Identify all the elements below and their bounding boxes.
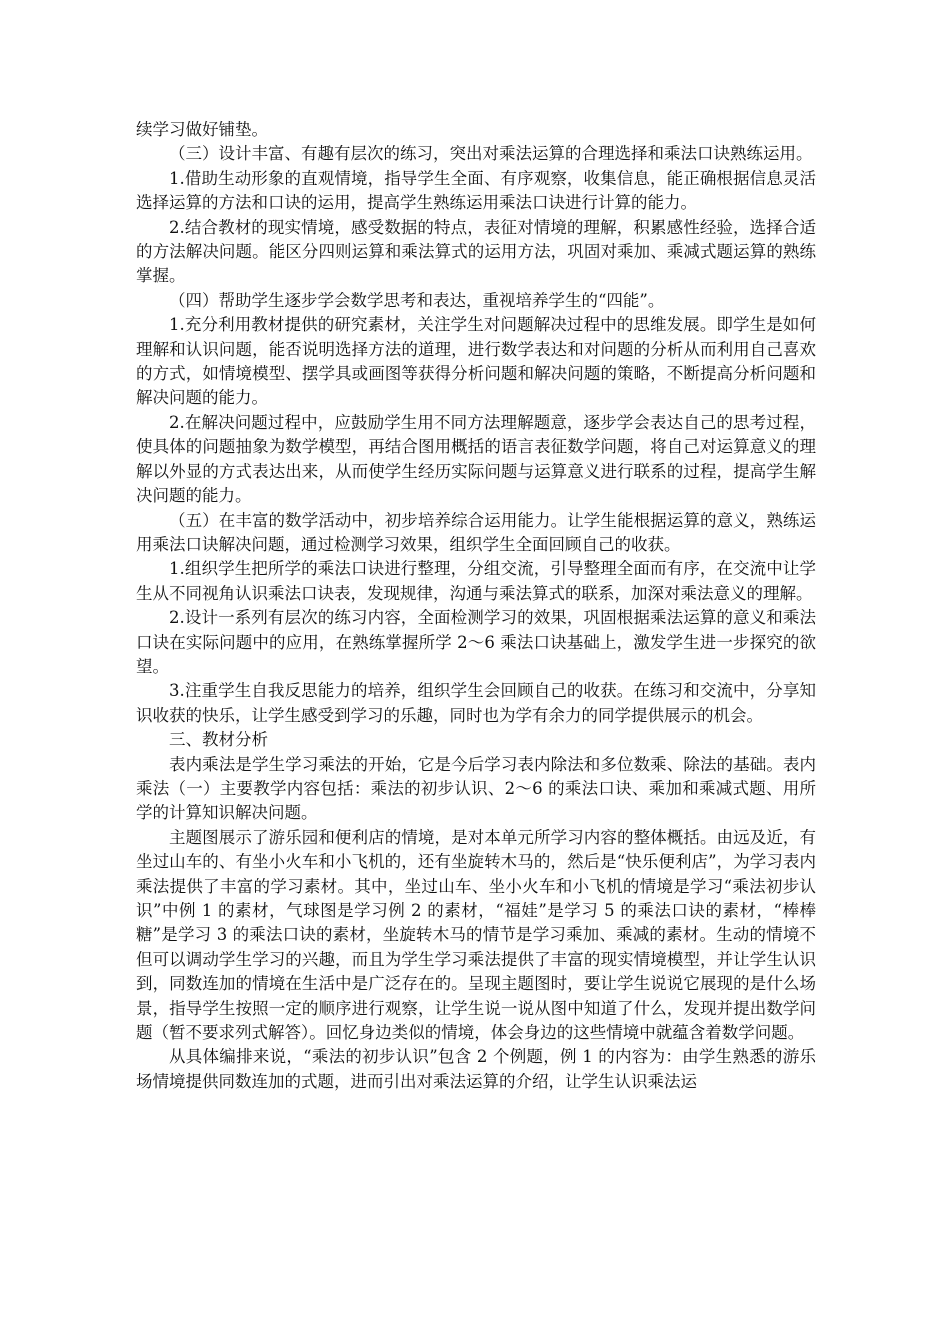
paragraph: 2.在解决问题过程中，应鼓励学生用不同方法理解题意，逐步学会表达自己的思考过程，使具体的问题抽象为数学模型，再结合图用概括的语言表征数学问题，将自己对运算意义的理解以外显的方式表达出来，从而使学生经历实际问题与运算意义进行联系的过程，提高学生解决问题的能力。 bbox=[136, 412, 816, 506]
section-heading: （三）设计丰富、有趣有层次的练习，突出对乘法运算的合理选择和乘法口诀熟练运用。 bbox=[169, 144, 813, 164]
section-heading: 三、教材分析 bbox=[169, 730, 268, 750]
paragraph: 3.注重学生自我反思能力的培养，组织学生会回顾自己的收获。在练习和交流中，分享知识收获的快乐，让学生感受到学习的乐趣，同时也为学有余力的同学提供展示的机会。 bbox=[136, 681, 816, 725]
paragraph: 1.充分利用教材提供的研究素材，关注学生对问题解决过程中的思维发展。即学生是如何理解和认识问题，能否说明选择方法的道理，进行数学表达和对问题的分析从而利用自己喜欢的方式，如情境模型、摆学具或画图等获得分析问题和解决问题的策略，不断提高分析问题和解决问题的能力。 bbox=[136, 315, 816, 408]
section-heading: （五）在丰富的数学活动中，初步培养综合运用能力。让学生能根据运算的意义，熟练运用乘法口诀解决问题，通过检测学习效果，组织学生全面回顾自己的收获。 bbox=[136, 510, 816, 554]
paragraph: 表内乘法是学生学习乘法的开始，它是今后学习表内除法和多位数乘、除法的基础。表内乘法（一）主要教学内容包括：乘法的初步认识、2～6 的乘法口诀、乘加和乘减式题、用所学的计算知识解决问题。 bbox=[136, 754, 816, 823]
paragraph: 1.借助生动形象的直观情境，指导学生全面、有序观察，收集信息，能正确根据信息灵活选择运算的方法和口诀的运用，提高学生熟练运用乘法口诀进行计算的能力。 bbox=[136, 168, 816, 213]
section-heading: （四）帮助学生逐步学会数学思考和表达，重视培养学生的“四能”。 bbox=[169, 290, 665, 310]
paragraph: 1.组织学生把所学的乘法口诀进行整理，分组交流，引导整理全面而有序，在交流中让学生从不同视角认识乘法口诀表，发现规律，沟通与乘法算式的联系，加深对乘法意义的理解。 bbox=[136, 559, 816, 603]
paragraph: 2.结合教材的现实情境，感受数据的特点，表征对情境的理解，积累感性经验，选择合适的方法解决问题。能区分四则运算和乘法算式的运用方法，巩固对乘加、乘减式题运算的熟练掌握。 bbox=[136, 217, 816, 286]
paragraph: 续学习做好铺垫。 bbox=[136, 120, 268, 139]
document-page bbox=[136, 118, 816, 1094]
paragraph: 从具体编排来说，“乘法的初步认识”包含 2 个例题，例 1 的内容为：由学生熟悉的游乐场情境提供同数连加的式题，进而引出对乘法运算的介绍，让学生认识乘法运 bbox=[136, 1047, 816, 1091]
paragraph: 2.设计一系列有层次的练习内容，全面检测学习的效果，巩固根据乘法运算的意义和乘法口诀在实际问题中的应用，在熟练掌握所学 2～6 乘法口诀基础上，激发学生进一步探究的欲望。 bbox=[136, 608, 816, 676]
paragraph: 主题图展示了游乐园和便利店的情境，是对本单元所学习内容的整体概括。由远及近，有坐过山车的、有坐小火车和小飞机的，还有坐旋转木马的，然后是“快乐便利店”，为学习表内乘法提供了丰富的学习素材。其中，坐过山车、坐小火车和小飞机的情境是学习“乘法初步认识”中例 1 的素材，气球图是学习例 2 的素材，“福娃”是学习 5 的乘法口诀的素材，“棒棒糖”是学习 3 的乘法口诀的素材，坐旋转木马的情节是学习乘加、乘减的素材。生动的情境不但可以调动学生学习的兴趣，而且为学生学习乘法提供了丰富的现实情境模型，并让学生认识到，同数连加的情境在生活中是广泛存在的。呈现主题图时，要让学生说说它展现的是什么场景，指导学生按照一定的顺序进行观察，让学生说一说从图中知道了什么，发现并提出数学问题（暂不要求列式解答）。回忆身边类似的情境，体会身边的这些情境中就蕴含着数学问题。 bbox=[136, 827, 816, 1043]
